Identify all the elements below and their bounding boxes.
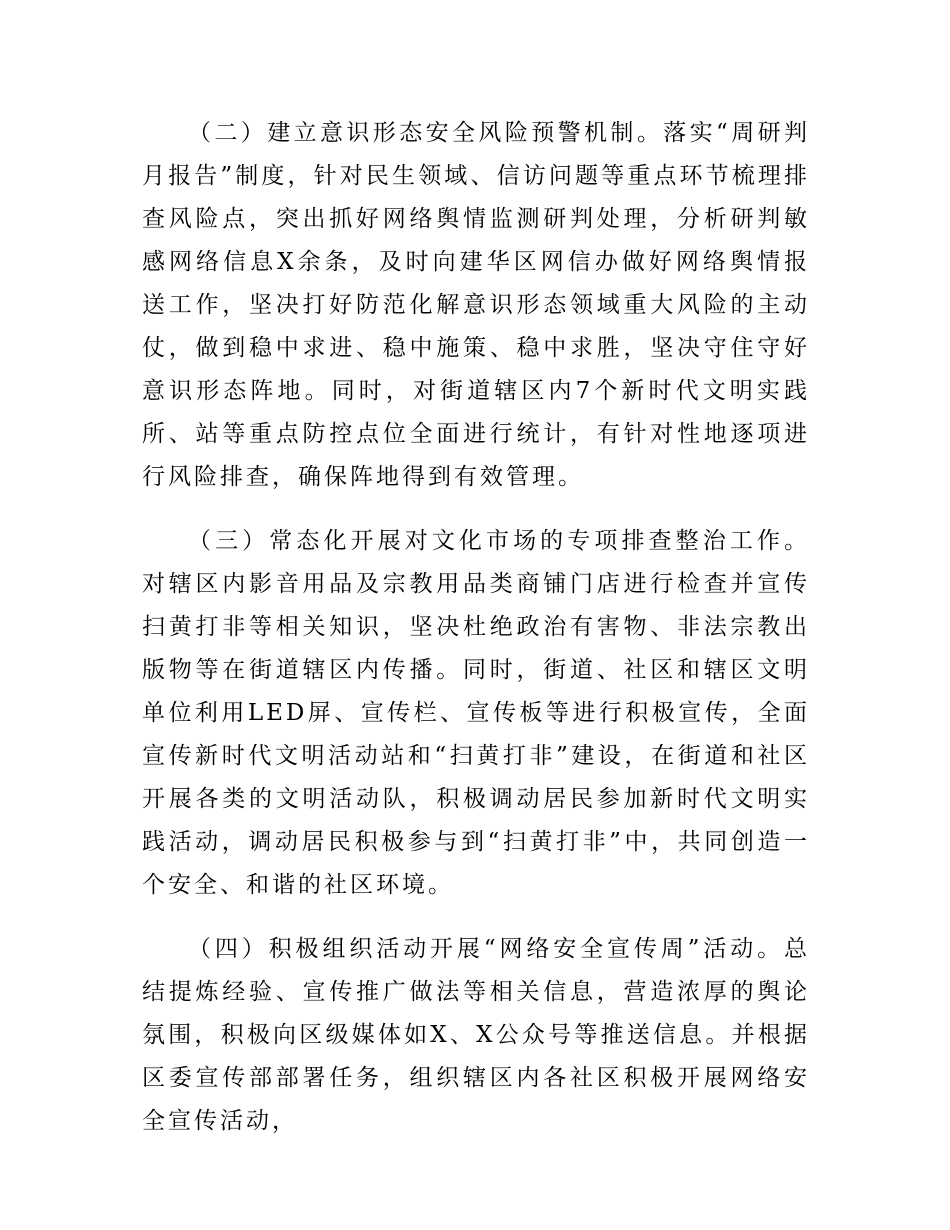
- paragraph-section-4: （四）积极组织活动开展“网络安全宣传周”活动。总结提炼经验、宣传推广做法等相关信息，营造浓厚的舆论氛围，积极向区级媒体如X、X公众号等推送信息。并根据区委宣传部部署任务，组织辖区内各社区积极开展网络安全宣传活动，: [142, 936, 810, 1134]
- document-body: [142, 112, 810, 1143]
- paragraph-section-3: （三）常态化开展对文化市场的专项排查整治工作。对辖区内影音用品及宗教用品类商铺门店进行检查并宣传扫黄打非等相关知识，坚决杜绝政治有害物、非法宗教出版物等在街道辖区内传播。同时，街道、社区和辖区文明单位利用LED屏、宣传栏、宣传板等进行积极宣传，全面宣传新时代文明活动站和“扫黄打非”建设，在街道和社区开展各类的文明活动队，积极调动居民参加新时代文明实践活动，调动居民积极参与到“扫黄打非”中，共同创造一个安全、和谐的社区环境。: [142, 528, 810, 898]
- paragraph-section-2: （二）建立意识形态安全风险预警机制。落实“周研判月报告”制度，针对民生领域、信访问题等重点环节梳理排查风险点，突出抓好网络舆情监测研判处理，分析研判敏感网络信息X余条，及时向建华区网信办做好网络舆情报送工作，坚决打好防范化解意识形态领域重大风险的主动仗，做到稳中求进、稳中施策、稳中求胜，坚决守住守好意识形态阵地。同时，对街道辖区内7个新时代文明实践所、站等重点防控点位全面进行统计，有针对性地逐项进行风险排查，确保阵地得到有效管理。: [142, 120, 810, 490]
